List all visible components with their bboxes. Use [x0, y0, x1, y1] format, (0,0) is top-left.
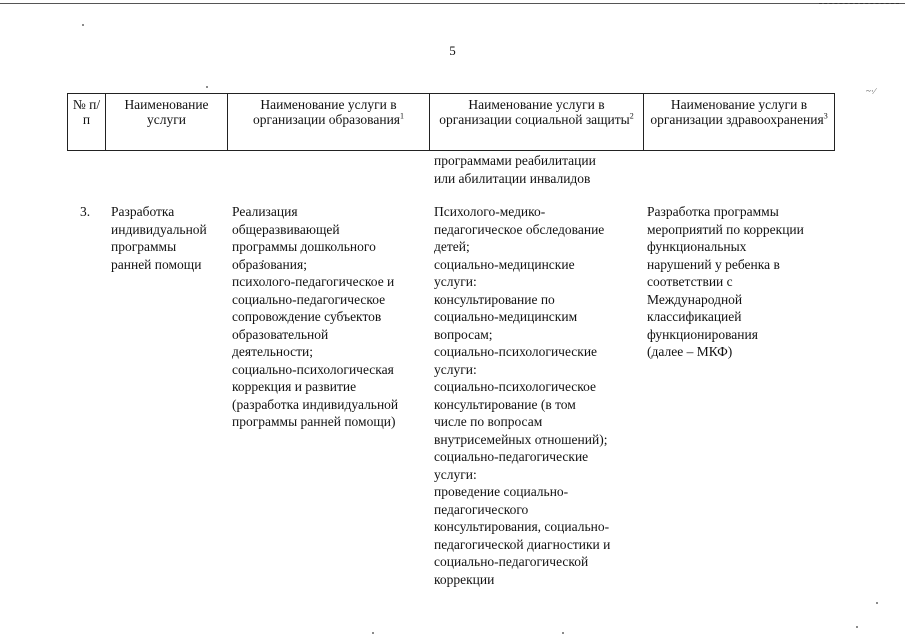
scan-speck: [562, 632, 564, 634]
scan-speck: [206, 86, 208, 88]
header-number: № п/п: [68, 94, 106, 151]
header-health: Наименование услуги в организации здравоохранения$^3$: [644, 94, 835, 151]
header-social: Наименование услуги в организации социальной защиты$^2$: [430, 94, 644, 151]
row-social-service: Психолого-медико- педагогическое обследование детей; социально-медицинские услуги: консультирование по социально-медицинским вопросам; социально-психологические услуги: социально-психологическое консультирование (в том числе по вопросам внутрисемейных отношений); социально-педагогические услуги: проведение социально- педагогического консультирования, социально- педагогической диагностики и социально-педагогической коррекции: [434, 204, 611, 587]
top-right-dash: [819, 3, 899, 5]
scan-speck: [856, 626, 858, 628]
scan-speck: [82, 24, 84, 26]
row-service-name: Разработка индивидуальной программы ранней помощи: [111, 204, 207, 272]
row-health-service: Разработка программы мероприятий по коррекции функциональных нарушений у ребенка в соответствии с Международной классификацией функционирования (далее – МКФ): [647, 204, 804, 359]
social-continuation-text: программами реабилитации или абилитации инвалидов: [434, 153, 596, 186]
footnote-mark: 2: [629, 111, 634, 121]
scan-speck: [372, 632, 374, 634]
table-header: [67, 93, 835, 151]
row-education-service: Реализация общеразвивающей программы дошкольного образования; психолого-педагогическое и социально-педагогическое сопровождение субъектов образовательной деятельности; социально-психологическая коррекция и развитие (разработка индивидуальной программы ранней помощи): [232, 204, 399, 429]
footnote-mark: 1: [400, 111, 405, 121]
row-number: 3.: [80, 204, 91, 219]
header-service: Наименование услуги: [106, 94, 228, 151]
top-scan-edge: [0, 3, 905, 4]
page-number: 5: [449, 43, 456, 58]
margin-scribble: ~·∕: [866, 86, 876, 96]
header-education: Наименование услуги в организации образования$^1$: [228, 94, 430, 151]
footnote-mark: 3: [823, 111, 828, 121]
scan-speck: [876, 602, 878, 604]
